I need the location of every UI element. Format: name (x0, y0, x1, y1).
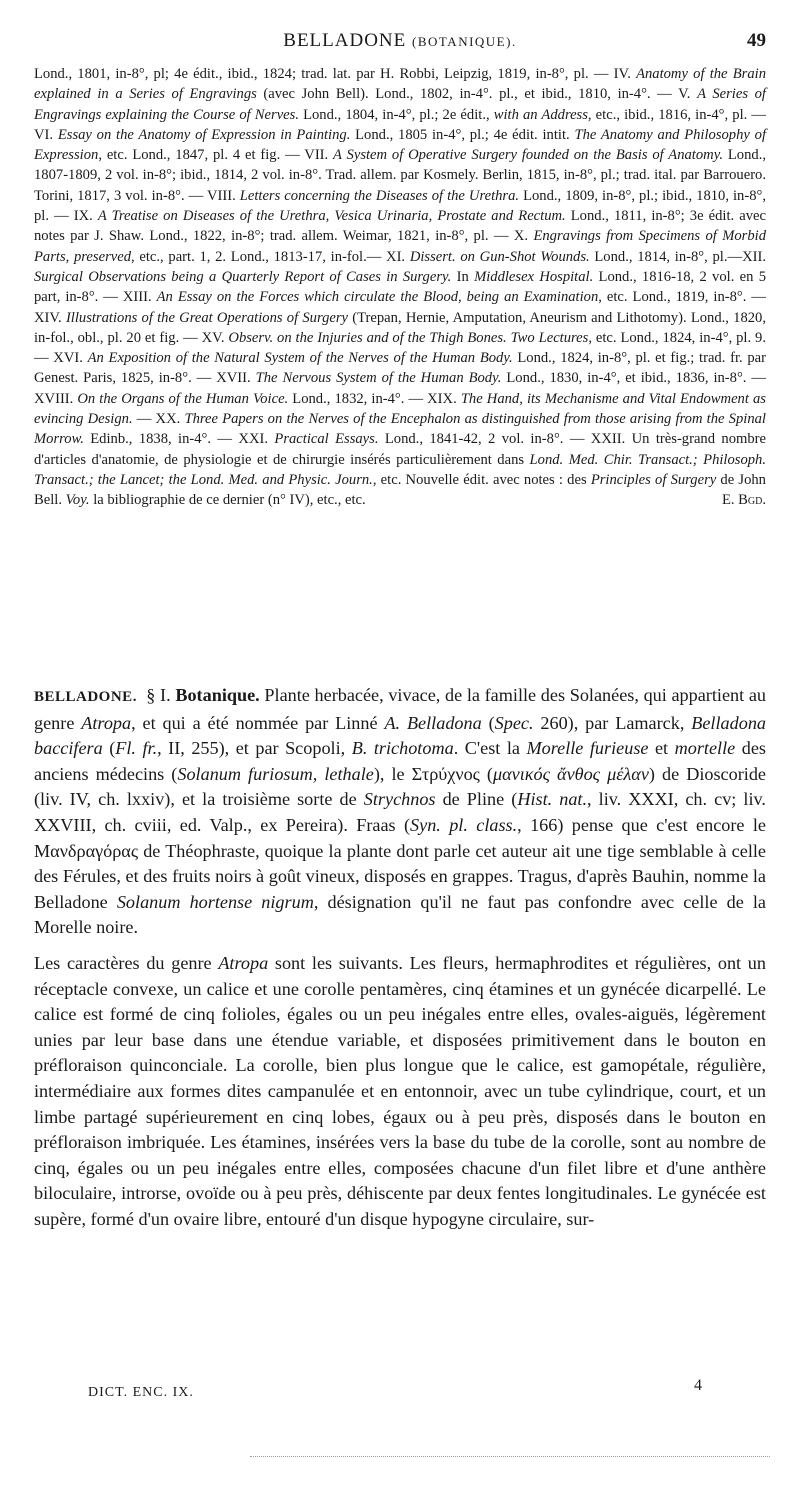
author-signature: E. Bgd. (721, 492, 766, 509)
article-text: et (648, 738, 675, 759)
article-italic-term: μανικός ἄνθος μέλαν (492, 763, 649, 784)
biblio-text: Lond., 1830, in-4°, et ibid., 1836, in-8°. — XVIII. (34, 370, 766, 407)
biblio-title: Lond. Med. Chir. Transact.; Philosoph. Transact.; the Lancet; the Lond. Med. and Physic. Journ. (34, 451, 766, 488)
biblio-text: Lond., 1809, in-8°, pl.; ibid., 1810, in-8°, pl. — IX. (34, 187, 766, 225)
biblio-title: Engravings from Specimens of Morbid Parts, preserved (34, 228, 766, 265)
biblio-text: Lond., 1807-1809, 2 vol. in-8°; ibid., 1814, 2 vol. in-8°. Trad. allem. par Kosmely. Berlin, 1815, in-8°, pl.; trad. ital. par Barrouero. Torini, 1817, 3 vol. in-8°. — VIII. (34, 147, 766, 204)
biblio-text: , etc. Lond., 1824, in-4°, pl. 9. — XVI. (34, 329, 766, 367)
biblio-title: The Anatomy and Philosophy of Expression (34, 126, 767, 164)
biblio-text: , etc. Lond., 1847, pl. 4 et fig. — VII. (98, 147, 334, 164)
biblio-text: Lond., 1804, in-4°, pl.; 2e édit., (298, 106, 494, 123)
article-text: Les caractères du genre (34, 952, 219, 973)
biblio-text: Lond., 1841-42, 2 vol. in-8°. — XXII. Un très-grand nombre d'articles d'anatomie, de physiologie et de chirurgie insérés particulièrement dans (34, 431, 766, 468)
bottom-dotted-rule (250, 1456, 770, 1457)
biblio-title: Essay on the Anatomy of Expression in Painting. (57, 126, 351, 143)
biblio-title: Anatomy of the Brain explained in a Series of Engravings (34, 66, 766, 103)
biblio-title: Middlesex Hospital. (474, 268, 594, 285)
article-text: des anciens médecins ( (34, 738, 766, 784)
article-italic-term: Solanum furiosum, lethale (177, 763, 374, 784)
page-number: 49 (747, 30, 766, 51)
article-italic-term: Strychnos (363, 789, 436, 810)
running-title (34, 30, 766, 52)
article-text: , liv. XXXI, ch. cv; liv. XXVIII, ch. cviii, ed. Valp., ex Pereira). Fraas ( (34, 789, 766, 835)
article-text: ( (481, 712, 495, 733)
biblio-text: Lond., 1814, in-8°, pl.—XII. (589, 248, 767, 265)
article-text: ), le Στρύχνος ( (373, 763, 493, 784)
biblio-title: Dissert. on Gun-Shot Wounds. (409, 248, 590, 265)
biblio-text: Lond., 1811, in-8°; 3e édit. avec notes par J. Shaw. Lond., 1822, in-8°; trad. allem. Weimar, 1821, in-8°, pl. — X. (34, 208, 766, 245)
biblio-text: , etc. Nouvelle édit. avec notes : des (372, 471, 591, 488)
biblio-text: Lond., 1816-18, 2 vol. en 5 part, in-8°. — XIII. (34, 268, 766, 306)
article-italic-term: mortelle (674, 738, 736, 759)
biblio-title: Three Papers on the Nerves of the Encephalon as distinguished from those arising from the Spinal Morrow. (34, 411, 766, 448)
page-footer (34, 1377, 766, 1409)
article-text: . C'est la (453, 738, 527, 759)
biblio-text: Lond., 1832, in-4°. — XIX. (288, 390, 461, 407)
running-title-subtitle: (BOTANIQUE). (412, 34, 517, 49)
article-italic-term: A. Belladona (384, 712, 482, 733)
bibliography-block (34, 64, 766, 511)
article-text: ( (102, 738, 116, 759)
running-header (34, 30, 766, 58)
article-text: Plante herbacée, vivace, de la famille des Solanées, qui appartient au genre (34, 685, 767, 733)
biblio-text: , etc. Lond., 1819, in-8°. — XIV. (34, 289, 766, 326)
article-text: ) de Dioscoride (liv. IV, ch. lxxiv), et la troisième sorte de (34, 763, 766, 810)
biblio-text: — XX. (132, 411, 185, 428)
biblio-text: (avec John Bell). Lond., 1802, in-4°. pl., et ibid., 1810, in-4°. — V. (256, 86, 698, 103)
article-text: , et qui a été nommée par Linné (131, 712, 385, 733)
article-text: de Pline ( (435, 789, 518, 810)
biblio-title: Illustrations of the Great Operations of Surgery (65, 309, 349, 326)
biblio-title: with an Address (493, 106, 588, 123)
biblio-text: (Trepan, Hernie, Amputation, Aneurism and Lithotomy). Lond., 1820, in-fol., obl., pl. 20 et fig. — XV. (34, 309, 766, 346)
biblio-title: A Treatise on Diseases of the Urethra, Vesica Urinaria, Prostate and Rectum. (97, 208, 566, 225)
article-text: sont les suivants. Les fleurs, hermaphrodites et régulières, ont un réceptacle convexe, un calice et une corolle pentamères, cinq étamines et un gynécée dicarpellé. Le calice est formé de cinq folioles, égales ou un peu inégales entre elles, ovales-aiguës, légèrement unies par leur base dans une étendue variable, et disposées primitivement dans le bouton en préfloraison quinconciale. La corolle, bien plus longue que le calice, est gamopétale, régulière, intermédiaire aux formes dites campanulée et en entonnoir, avec un tube cylindrique, court, et un limbe partagé supérieurement en cinq lobes, égaux ou à peu près, disposés dans le bouton en préfloraison imbriquée. Les étamines, insérées vers la base du tube de la corolle, sont au nombre de cinq, égales ou un peu inégales entre elles, composées chacune d'un filet libre et d'une anthère biloculaire, introrse, ovoïde ou à peu près, déhiscente par deux fentes longitudinales. Le gynécée est supère, formé d'un ovaire libre, entouré d'un disque hypogyne circulaire, sur- (34, 952, 766, 1229)
biblio-title: Observ. on the Injuries and of the Thigh Bones. Two Lectures (228, 329, 589, 346)
article-italic-term: Atropa (218, 952, 269, 973)
biblio-text: la bibliographie de ce dernier (n° IV), etc., etc. (89, 492, 366, 509)
article-italic-term: Fl. fr. (115, 738, 158, 759)
biblio-title: Surgical Observations being a Quarterly Report of Cases in Surgery. (34, 268, 452, 285)
biblio-title: Principles of Surgery (590, 471, 717, 488)
article-italic-term: B. trichotoma (351, 738, 454, 759)
biblio-title: An Exposition of the Natural System of the Nerves of the Human Body. (87, 350, 513, 367)
biblio-text: Lond., 1805 in-4°, pl.; 4e édit. intit. (350, 126, 575, 143)
article-italic-term: Atropa (81, 712, 132, 733)
biblio-title: On the Organs of the Human Voice. (77, 390, 289, 407)
biblio-text: de John Bell. (34, 471, 766, 509)
biblio-title: Letters concerning the Diseases of the Urethra. (239, 187, 520, 204)
biblio-text: , etc., ibid., 1816, in-4°, pl. — VI. (34, 106, 766, 143)
biblio-title: An Essay on the Forces which circulate the Blood, being an Examination (156, 289, 599, 306)
biblio-title: The Hand, its Mechanisme and Vital Endowment as evincing Design. (34, 390, 766, 428)
biblio-text: Lond., 1824, in-8°, pl. et fig.; trad. fr. par Genest. Paris, 1825, in-8°. — XVII. (34, 350, 767, 387)
running-title-word: BELLADONE (283, 30, 407, 51)
article-italic-term: Syn. pl. class. (410, 814, 518, 835)
article-text: , 166) pense que c'est encore le Μανδραγόρας de Théophraste, quoique la plante dont parle cet auteur ait une tige semblable à celle des Férules, et des fruits noirs à goût vineux, disposés en grappes. Tragus, d'après Bauhin, nomme la Belladone (34, 814, 766, 912)
article-italic-term: Belladona baccifera (34, 712, 767, 759)
article-belladone (34, 683, 766, 1232)
article-text: , II, 255), et par Scopoli, (157, 738, 352, 759)
section-mark: § I. (146, 685, 171, 705)
article-text: , désignation qu'il ne faut pas confondre avec celle de la Morelle noire. (34, 891, 766, 938)
article-italic-term: Hist. nat. (517, 789, 588, 810)
volume-signature: DICT. ENC. IX. (88, 1385, 194, 1400)
article-paragraph-2 (34, 951, 766, 1233)
biblio-text: In (451, 268, 475, 285)
article-paragraph-1 (34, 683, 766, 941)
article-italic-term: Solanum hortense nigrum (116, 891, 314, 912)
article-italic-term: Spec. (494, 712, 534, 733)
biblio-title: Voy. (65, 492, 90, 509)
biblio-text: Lond., 1801, in-8°, pl; 4e édit., ibid., 1824; trad. lat. par H. Robbi, Leipzig, 1819, in-8°, pl. — IV. (34, 66, 637, 82)
biblio-title: A Series of Engravings explaining the Course of Nerves. (34, 86, 766, 123)
biblio-text: , etc., part. 1, 2. Lond., 1813-17, in-fol.— XI. (131, 248, 410, 265)
article-headword: BELLADONE. (34, 689, 137, 705)
sheet-number: 4 (694, 1377, 702, 1394)
biblio-title: The Nervous System of the Human Body. (255, 370, 502, 387)
section-title: Botanique. (175, 685, 260, 705)
biblio-text: Edinb., 1838, in-4°. — XXI. (83, 431, 275, 448)
article-italic-term: Morelle furieuse (526, 738, 649, 759)
article-text: 260), par Lamarck, (533, 712, 692, 733)
biblio-title: A System of Operative Surgery founded on the Basis of Anatomy. (333, 147, 724, 164)
biblio-title: Practical Essays. (274, 431, 379, 448)
